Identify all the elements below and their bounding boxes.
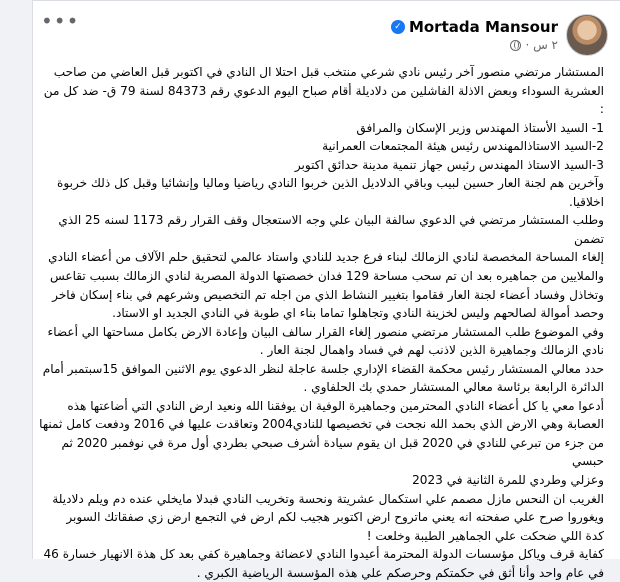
post-text-line: وحصد أموالة لصالحهم وليس لخزينة النادي وتجاهلوا تماما بناء اي طوبة في النادي الجديد او الاستاد. [112, 306, 604, 321]
post-card [32, 0, 620, 580]
post-text-line: والملايين من جماهيره بعد ان تم سحب مساحة 129 فدان خصصتها الدولة المصرية لنادي الزمالك بسبب تقاعس [49, 269, 604, 284]
post-text-line: وعزلي وطردي للمرة الثانية في 2023 [412, 473, 604, 488]
post-timestamp[interactable]: ٢ س · [525, 38, 558, 52]
post-text-line: العصابة وهي الارض الذي بحمد الله نجحت في تخصيصها للنادي2004 وتعاقدت عليها في 2016 ودفعت كامل ثمنها [39, 417, 604, 432]
verified-badge-icon: ✓ [391, 20, 405, 34]
post-text-line: وتخاذل وفساد أعضاء لجنة العار فقاموا بتغيير النشاط الذي من اجله تم التخصيص وشرعهم في بناء إسكان فاخر [52, 287, 604, 302]
post-text-line: وطلب المستشار مرتضي في الدعوي سالفة البيان علي وجه الاستعجال وقف القرار رقم 1173 لسنه 25 الذي تضمن [58, 213, 604, 246]
post-text-line: 3-السيد الاستاذ المهندس رئيس جهاز تنمية مدينة حدائق اكتوبر [294, 157, 604, 172]
post-text-line: الدائرة الرابعة برئاسة معالي المستشار حمدي بك الحلفاوي . [303, 380, 604, 395]
post-text-line: وآخرين هم لجنة العار حسين لبيب وباقي الدلاديل الذين خربوا النادي رياضيا وماليا وإنشائيا وقبل كل ذلك خربوة [57, 176, 604, 191]
post-text-line: حدد معالي المستشار رئيس محكمة القضاء الإداري جلسة عاجلة لنظر الدعوي يوم الاثنين الموافق 15سبتمبر أمام [42, 361, 604, 376]
more-options-icon[interactable]: ••• [41, 9, 80, 33]
post-text-line: نادي الزمالك وجماهيرة الذين لاذنب لهم في فساد واهمال لجنة العار . [259, 343, 604, 358]
post-header [391, 11, 608, 59]
post-text-line: 1- السيد الأستاذ المهندس وزير الإسكان والمرافق [356, 120, 604, 135]
post-text-line: أدعوا معي يا كل أعضاء النادي المحترمين وجماهيرة الوفية ان يوفقنا الله ونعيد ارض النادي التي أضاعتها هذه [67, 398, 604, 413]
post-text-line: في عام واحد وأنا أثق في حكمتكم وحرصكم علي هذه المؤسسة الرياضية الكبري . [196, 565, 604, 580]
post-time-row [510, 38, 558, 52]
post-text-line: إلغاء المساحة المخصصة لنادي الزمالك لبناء فرع جديد للنادي واستاد عالمي لتحقيق حلم الآلاف من أعضاء النادي [48, 250, 604, 265]
post-text-line: كدة اللي ضحكت علي الجماهير الطيبة وخلعت ! [366, 528, 604, 543]
author-name-row [391, 18, 558, 36]
post-text-line: من جزء من تبرعي للنادي في 2020 قبل ان يقوم سيادة أشرف صبحي بطردي أول مرة في نوفمبر 2020 ثم حبسي [61, 435, 604, 469]
post-text-line: العشرية السوداء وبعض الاذلة الفاشلين من دلاديلة أقام صباح اليوم الدعوي رقم 84373 لسنة 79 ق- ضد كل من : [43, 83, 604, 117]
post-text-line: 2-السيد الاستاذالمهندس رئيس هيئة المجتمعات العمرانية [322, 139, 604, 154]
post-text-line: الغريب ان النحس مازل مصمم علي استكمال عشريتة ونحسة وتخريب النادي فبدلا مايخلي عنده دم ويلم دلاديلة [52, 491, 604, 506]
author-avatar[interactable] [566, 14, 608, 56]
post-text-line: المستشار مرتضي منصور آخر رئيس نادي شرعي منتخب قبل احتلا ال النادي في اكتوبر قبل العاضي من صاحب [53, 65, 604, 79]
post-text-line: كفاية قرف وياكل مؤسسات الدولة المحترمة أعيدوا النادي لاعضائة وجماهيرة كفي بعد كل هذة الانهيار خسارة 46 [43, 547, 604, 562]
post-body [39, 63, 604, 582]
post-text-line: وفي الموضوع طلب المستشار مرتضي منصور إلغاء القرار سالف البيان وإعادة الارض بكامل مساحتها الي أعضاء [47, 324, 604, 339]
author-name[interactable]: Mortada Mansour [408, 18, 558, 36]
public-globe-icon [510, 40, 521, 51]
post-text-line: اخلاقيا. [568, 194, 604, 209]
author-meta [391, 18, 558, 52]
post-text-line: ويغوروا صرح علي صفحته انه يعني ماتروح ارض اكتوبر هجيب لكم ارض في التجمع ارض زي صفقاتك السوبر [66, 510, 604, 525]
